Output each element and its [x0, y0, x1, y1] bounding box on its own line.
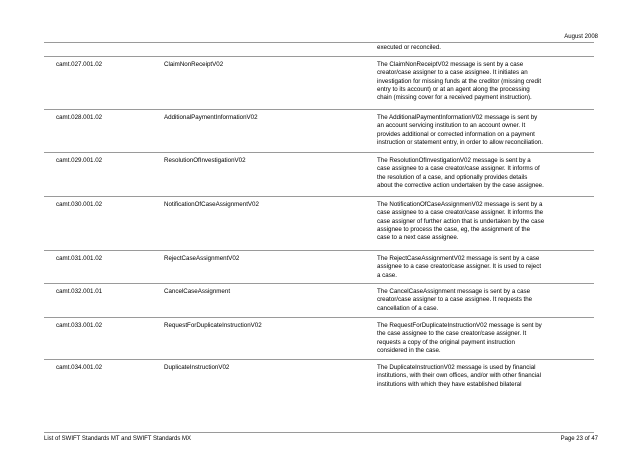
description-line: requests a copy of the original payment instruction — [377, 338, 515, 346]
description-line: provides additional or corrected information on a payment — [377, 130, 535, 138]
message-name: NotificationOfCaseAssignmentV02 — [164, 201, 259, 208]
row-description — [377, 364, 589, 389]
message-name: RequestForDuplicateInstructionV02 — [164, 322, 262, 329]
description-line: an account servicing institution to an account owner. It — [377, 122, 526, 130]
description-line: assignee to process the case, eg, the assignment of the — [377, 226, 531, 234]
description-line: institutions with which they have established bilateral — [377, 380, 522, 388]
description-line: investigation for missing funds at the creditor (missing credit — [377, 77, 542, 85]
description-line: The NotificationOfCaseAssignmenV02 message is sent by a — [377, 201, 543, 208]
description-line: creator/case assigner to a case assignee. It initiates an — [377, 69, 528, 77]
description-line: The ClaimNonReceiptV02 message is sent by a case — [377, 61, 524, 68]
table-row — [44, 318, 594, 360]
description-line: assignee to a case creator/case assigner. It is used to reject — [377, 263, 542, 271]
message-code: camt.029.001.02 — [56, 157, 103, 164]
message-code: camt.032.001.01 — [56, 288, 103, 295]
message-name: RejectCaseAssignmentV02 — [164, 255, 240, 262]
description-line: The CancelCaseAssignment message is sent by a case — [377, 288, 531, 295]
description-line: case assignee to a case creator/case assigner. It informs of — [377, 165, 540, 173]
description-line: chain (missing cover for a received payment instruction). — [377, 94, 532, 102]
description-line: a case. — [377, 271, 397, 279]
message-name: DuplicateInstructionV02 — [164, 364, 230, 371]
message-code: camt.034.001.02 — [56, 364, 103, 371]
description-line: The RejectCaseAssignmentV02 message is sent by a case — [377, 255, 540, 262]
table-row — [44, 57, 594, 110]
message-name: AdditionalPaymentInformationV02 — [164, 114, 258, 121]
message-name: CancelCaseAssignment — [164, 288, 231, 295]
row-description — [377, 157, 589, 190]
description-line: institutions, with their own offices, and/or with other financial — [377, 372, 541, 380]
table-row — [44, 153, 594, 197]
row-description — [377, 255, 589, 280]
standards-table — [44, 43, 594, 425]
row-description — [377, 44, 589, 52]
table-row — [44, 360, 594, 425]
description-line: about the corrective action undertaken by the case assignee. — [377, 182, 544, 190]
table-row — [44, 110, 594, 153]
message-code: camt.030.001.02 — [56, 201, 103, 208]
description-line: The DuplicateInstructionV02 message is used by financial — [377, 364, 536, 371]
table-row — [44, 251, 594, 284]
message-code: camt.031.001.02 — [56, 255, 103, 262]
message-name: ResolutionOfInvestigationV02 — [164, 157, 246, 164]
row-description — [377, 322, 589, 355]
description-line: the case assignee to the case creator/case assigner. It — [377, 330, 527, 338]
description-line: cancellation of a case. — [377, 304, 439, 312]
message-code: camt.027.001.02 — [56, 61, 103, 68]
description-line: case to a next case assignee. — [377, 234, 459, 242]
description-line: The AdditionalPaymentInformationV02 message is sent by — [377, 114, 538, 121]
message-code: camt.028.001.02 — [56, 114, 103, 121]
message-name: ClaimNonReceiptV02 — [164, 61, 224, 68]
row-description — [377, 114, 589, 147]
row-description — [377, 201, 589, 243]
description-line: the resolution of a case, and optionally provides details — [377, 173, 528, 181]
description-line: case assigner of further action that is undertaken by the case — [377, 217, 545, 225]
page-date: August 2008 — [564, 34, 598, 40]
footer-title: List of SWIFT Standards MT and SWIFT Standards MX — [44, 436, 192, 442]
description-line: case assignee to a case creator/case assigner. It informs the — [377, 209, 544, 217]
table-row — [44, 197, 594, 251]
description-line: executed or reconciled. — [377, 44, 441, 51]
description-line: The RequestForDuplicateInstructionV02 message is sent by — [377, 322, 542, 329]
table-row-continuation — [44, 43, 594, 57]
description-line: instruction or statement entry, in order to allow reconciliation. — [377, 139, 543, 147]
description-line: entry to its account) or at an agent along the processing — [377, 86, 530, 94]
footer-rule — [44, 432, 594, 433]
description-line: The ResolutionOfInvestigationV02 message is sent by a — [377, 157, 531, 164]
description-line: considered in the case. — [377, 347, 441, 355]
page-number: Page 23 of 47 — [560, 436, 598, 442]
table-row — [44, 284, 594, 318]
row-description — [377, 61, 589, 103]
message-code: camt.033.001.02 — [56, 322, 103, 329]
row-description — [377, 288, 589, 313]
description-line: creator/case assigner to a case assignee. It requests the — [377, 296, 533, 304]
